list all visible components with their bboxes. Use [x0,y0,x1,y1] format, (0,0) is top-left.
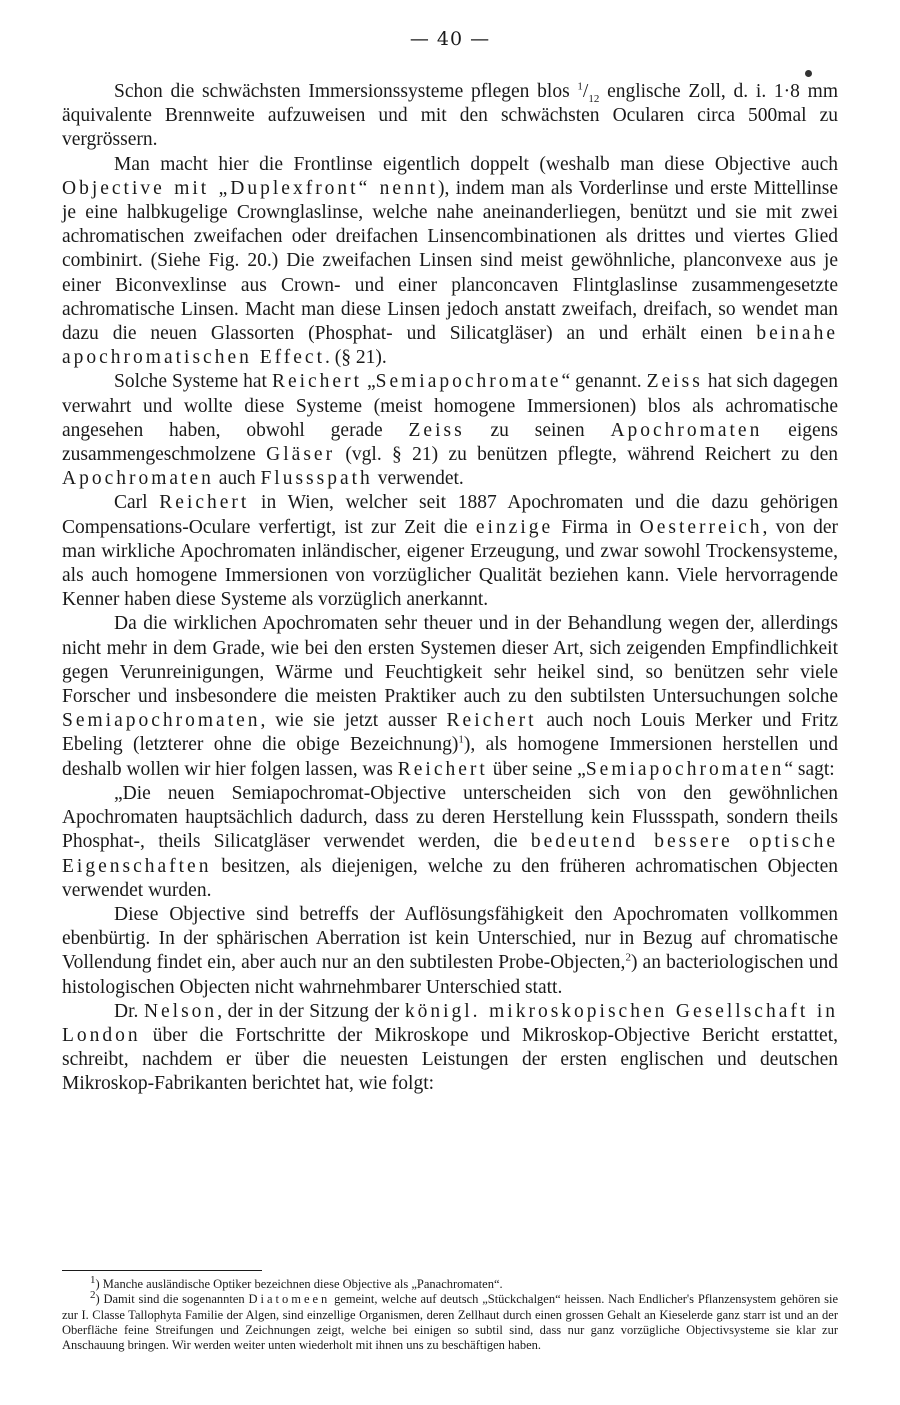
footnote [62,1273,838,1292]
superscript: 2 [625,951,631,964]
superscript: 2 [90,1289,96,1302]
text-run: / [582,81,589,102]
text-run: Man macht hier die Frontlinse eigentlich doppelt (weshalb man diese Objective auch [114,153,838,175]
paragraph [62,491,838,612]
subscript: 12 [588,92,600,105]
text-run: Diese Objective sind betreffs der Auflösungsfähigkeit den Apochromaten vollkommen ebenbürtig. In der sphärischen Aberration ist kein Unterschied, nur in Bezug auf chromatische Vollendung findet ein, aber auch nur an den subtilesten Probe-Objecten, [62,903,838,974]
text-run: “ genannt. [561,371,647,393]
text-run: , von der man wirkliche Apochromaten inländischer, eigener Erzeugung, und zwar sowohl Trockensysteme, als auch homogene Immersionen von vorzüglicher Qualität beziehen kann. Viele hervorragende Kenner haben diese Systeme als vorzüglich anerkannt. [62,516,838,611]
text-run: hat sich dagegen verwahrt und wollte diese Systeme (meist homogene Immersionen) blos als achromatische angesehen haben, obwohl gerade [62,371,838,441]
spaced-emphasis: Diatomeen [248,1292,331,1307]
text-run: „Die neuen Semiapochromat-Objective unterscheiden sich von den gewöhnlichen Apochromaten hauptsächlich dadurch, dass zu deren Herstellung kein Flussspath, sondern theils Phosphat-, theils Silicatgläser verwendet werden, die [62,782,838,853]
text-run: Solche Systeme hat [114,371,272,393]
superscript: 1 [90,1273,96,1286]
text-run: zu seinen [464,419,611,441]
paragraph [62,153,838,371]
paragraph [62,782,838,903]
paragraph [62,903,838,1000]
spaced-emphasis: Nelson [143,1000,218,1022]
spaced-emphasis: Apochromaten [62,468,214,490]
text-run: verwendet. [372,468,464,490]
spaced-emphasis: Oesterreich [639,516,763,538]
text-run: auch noch Louis Merker und Fritz Ebeling (letzterer ohne die obige Bezeichnung) [62,710,838,756]
superscript: 1 [458,733,464,746]
text-run: ) an bacteriologischen und histologischen Objecten nicht wahrnehmbarer Unterschied statt. [62,952,838,998]
text-run: über die Fortschritte der Mikroskope und Mikroskop-Objective Bericht erstattet, schreibt, nachdem er über die neuesten Leistungen der ersten englischen und deutschen Mikroskop-Fabrikanten berichtet hat, wie folgt: [62,1024,838,1095]
text-run: , wie sie jetzt ausser [260,710,447,732]
footnotes [62,1273,839,1353]
spaced-emphasis: Reichert [159,492,250,514]
page-number: — 40 — [409,28,491,50]
spaced-emphasis: Semiapochromate [375,371,562,393]
spaced-emphasis: Zeiss [646,371,703,393]
spaced-emphasis: Apochromaten [610,419,763,441]
paragraph [62,612,838,781]
spaced-emphasis: Gläser [266,444,336,466]
text-run: eigens zusammengeschmolzene [62,419,838,466]
text-run: auch [213,468,261,490]
paragraph [62,370,838,491]
text-run: Firma in [553,516,640,538]
text-run: ), als homogene Immersionen herstellen und deshalb wollen wir hier folgen lassen, was [62,734,838,780]
body-text [62,80,838,1097]
text-run: Carl [114,492,160,514]
text-run: ) Damit sind die sogenannten [95,1292,249,1307]
footnote [62,1289,839,1353]
text-run: in Wien, welcher seit 1887 Apochromaten und die dazu gehörigen Compensations-Oculare verfertigt, ist zur Zeit die [62,492,838,538]
spaced-emphasis: einzige [475,516,554,538]
text-run: besitzen, als diejenigen, welche zu den früheren achromatischen Objecten verwendet wurden. [62,855,838,901]
spaced-emphasis: Zeiss [408,419,465,441]
ink-dot-mark [805,70,812,77]
spaced-emphasis: bedeutend bessere optische Eigenschaften [62,831,838,877]
spaced-emphasis: beinahe apochromatischen Effect [62,323,838,369]
spaced-emphasis: Reichert [271,371,362,393]
text-run: „ [362,371,376,393]
spaced-emphasis: Semiapochromaten [62,710,261,732]
superscript: 1 [577,80,583,93]
text-run: Schon die schwächsten Immersionssysteme pflegen blos [114,81,578,102]
text-run: Da die wirklichen Apochromaten sehr theuer und in der Behandlung wegen der, allerdings nicht mehr in dem Grade, wie bei den ersten Systemen dieser Art, sich zeigenden Empfindlichkeit gegen Verunreinigungen, Wärme und Feuchtigkeit sehr heikel sind, so benützen sehr viele Forscher und insbesondere die meisten Praktiker auch zu den subtilsten Untersuchungen solche [62,613,838,708]
spaced-emphasis: Reichert [446,710,537,732]
text-run: Dr. [114,1000,144,1022]
text-run: ) Manche ausländische Optiker bezeichnen diese Objective als „Panachromaten“. [95,1277,503,1291]
paragraph [62,80,838,153]
spaced-emphasis: Objective mit „Duplexfront“ nennt [62,177,438,199]
text-run: ), indem man als Vorderlinse und erste Mittellinse je eine halbkugelige Crownglaslinse, welche nahe aneinanderliegen, benützt und sie mit zwei achromatischen zweifachen oder dreifachen Linsencombinationen als drittes und viertes Glied combinirt. (Siehe Fig. 20.) Die zweifachen Linsen sind meist gewöhnliche, planconvexe aus je einer Biconvexlinse aus Crown- und einer planconcaven Flintglaslinse zusammengesetzte achromatische Linsen. Macht man diese Linsen jedoch anstatt zweifach, dreifach, so wendet man dazu die neuen Glassorten (Phosphat- und Silicatgläser) an und erhält einen [62,177,838,345]
text-run: (vgl. § 21) zu benützen pflegte, während Reichert zu den [335,444,838,466]
text-run: “ sagt: [784,758,835,780]
paragraph [62,1000,838,1097]
spaced-emphasis: Flussspath [260,468,373,490]
spaced-emphasis: Semiapochromaten [585,758,785,780]
text-run: englische Zoll, d. i. 1·8 mm äquivalente Brennweite aufzuweisen und mit den schwächsten Ocularen circa 500mal zu vergrössern. [62,81,838,151]
text-run: über seine „ [487,758,586,780]
spaced-emphasis: Reichert [397,758,488,780]
spaced-emphasis: königl. mikroskopischen Gesellschaft in London [62,1000,838,1046]
text-run: . (§ 21). [325,347,387,369]
text-run: , der in der Sitzung der [217,1000,405,1022]
footnote-rule [62,1270,262,1271]
text-run: gemeint, welche auf deutsch „Stückchalgen“ heissen. Nach Endlicher's Pflanzensystem gehören sie zur I. Classe Tallophyta Familie der Algen, sind einzellige Organismen, deren Zellhaut durch einen grossen Gehalt an Kieselerde ganz starr ist und an der Oberfläche feine Streifungen und Zeichnungen zeigt, welche bei einigen so subtil sind, dass nur ganz vorzügliche Objectivsysteme sie klar zur Anschauung bringen. Wir werden weiter unten wiederholt mit ihnen uns zu beschäftigen haben. [62,1292,839,1353]
